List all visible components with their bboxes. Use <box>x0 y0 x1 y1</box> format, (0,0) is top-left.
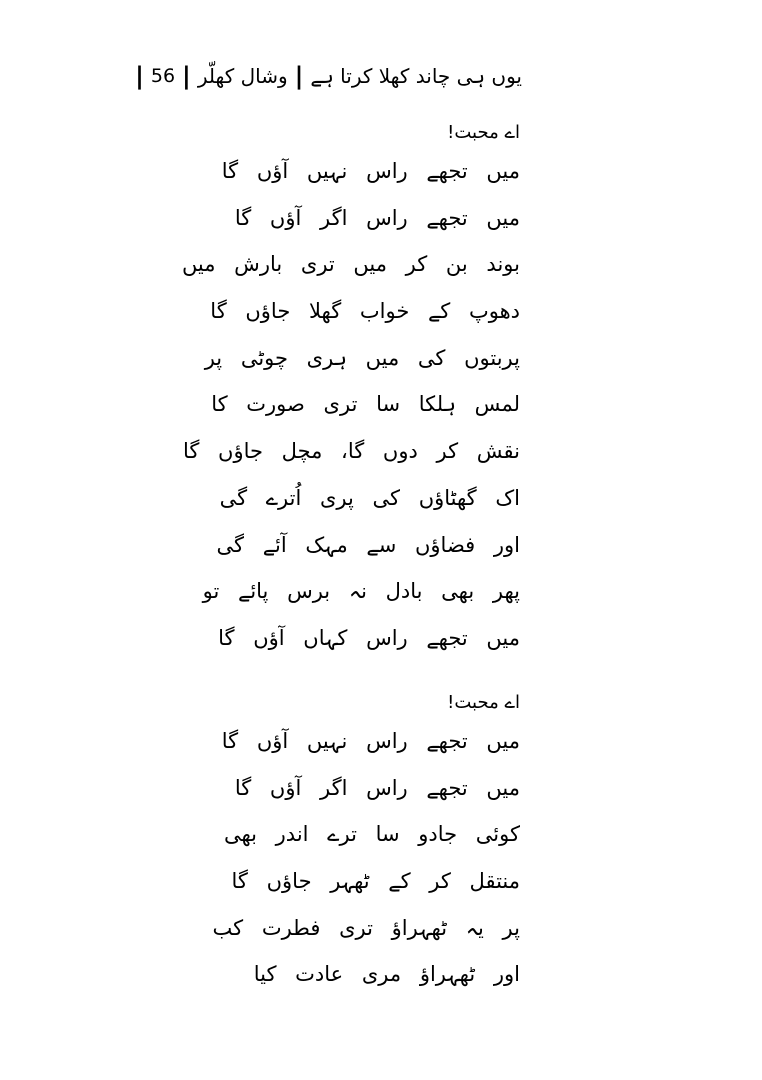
header-separator: | <box>294 62 304 90</box>
poem-title: اے محبت! <box>447 692 520 713</box>
poem <box>181 118 520 662</box>
poem-line: پھر بھی بادل نہ برس پائے تو <box>202 579 520 604</box>
poem-line: دھوپ کے خواب گھلا جاؤں گا <box>210 299 520 324</box>
poem-line: لمس ہلکا سا تری صورت کا <box>211 392 520 417</box>
header-separator: | <box>135 62 144 90</box>
poem <box>212 688 520 998</box>
poem-line: میں تجھے راس نہیں آؤں گا <box>221 159 520 183</box>
poem-line: منتقل کر کے ٹھہر جاؤں گا <box>231 869 520 894</box>
poem-line: اور فضاؤں سے مہک آئے گی <box>216 532 520 557</box>
poem-line: پربتوں کی میں ہری چوٹی پر <box>204 345 520 370</box>
header-separator: | <box>182 62 191 90</box>
page-number: 56 <box>150 65 176 87</box>
poem-line: بوند بن کر میں تری بارش میں <box>181 252 520 277</box>
poem-line: نقش کر دوں گا، مچل جاؤں گا <box>182 439 520 464</box>
book-title: یوں ہی چاند کھلا کرتا ہے <box>310 64 522 88</box>
poem-line: میں تجھے راس نہیں آؤں گا <box>221 729 520 753</box>
running-header <box>135 58 522 94</box>
poem-line: میں تجھے راس اگر آؤں گا <box>234 205 520 230</box>
author-name: وشال کھلّر <box>197 64 288 88</box>
poem-line: میں تجھے راس اگر آؤں گا <box>234 775 520 800</box>
poem-line: پر یہ ٹھہراؤ تری فطرت کب <box>212 915 520 940</box>
poem-line: کوئی جادو سا ترے اندر بھی <box>223 822 520 847</box>
poem-line: اور ٹھہراؤ مری عادت کیا <box>253 962 520 987</box>
poem-title: اے محبت! <box>447 122 520 143</box>
poem-line: میں تجھے راس کہاں آؤں گا <box>218 625 520 650</box>
poem-line: اک گھٹاؤں کی پری اُترے گی <box>219 485 520 510</box>
